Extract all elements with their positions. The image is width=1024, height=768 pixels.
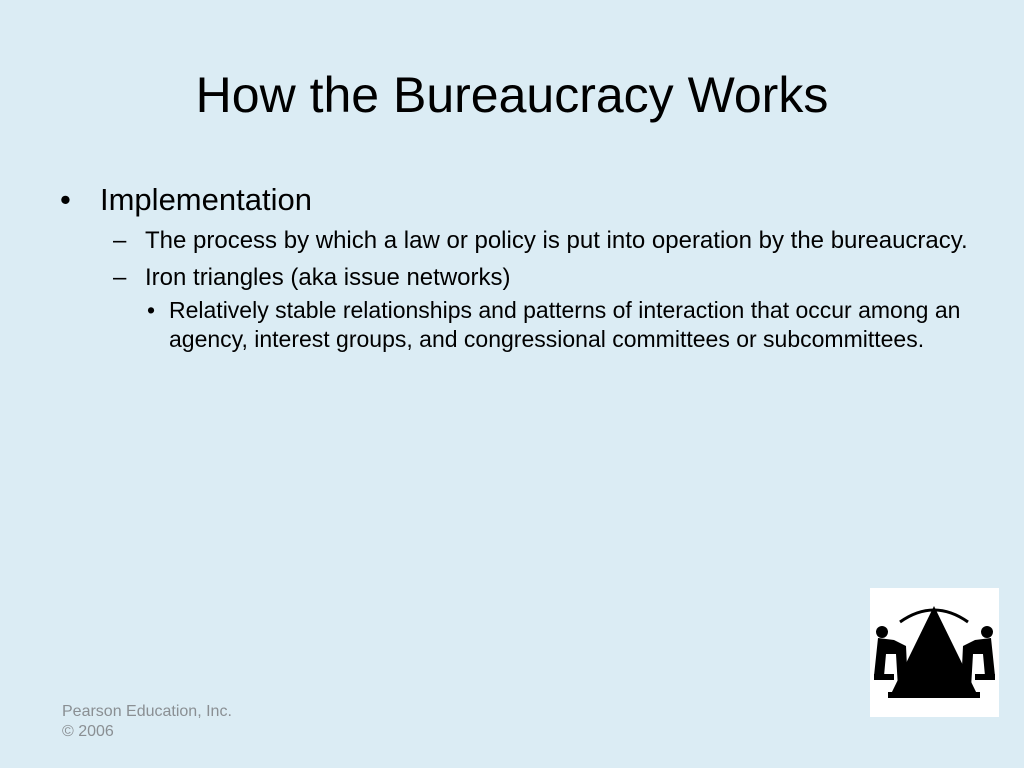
iron-triangle-logo [870, 588, 999, 717]
footer-publisher: Pearson Education, Inc. [62, 703, 232, 720]
sub-bullet-iron-triangles [100, 263, 968, 354]
iron-triangle-icon [870, 588, 999, 717]
bullet-text: Implementation [100, 182, 312, 217]
bullet-implementation [58, 180, 968, 220]
slide-footer [62, 702, 232, 742]
sub-sub-bullet-text: Relatively stable relationships and patterns of interaction that occur among an agency, interest groups, and congressional committees or subcommittees. [169, 297, 961, 352]
bullet-marker: • [60, 182, 71, 217]
footer-copyright: © 2006 [62, 723, 114, 740]
sub-sub-bullet-relationships [145, 296, 968, 354]
sub-bullet-definition [100, 226, 968, 255]
slide-title: How the Bureaucracy Works [195, 67, 829, 123]
dash-marker: – [113, 227, 127, 254]
sub-bullet-text: The process by which a law or policy is put into operation by the bureaucracy. [145, 227, 968, 254]
bullet-marker: • [147, 297, 156, 323]
slide-content [58, 180, 968, 362]
sub-bullet-text: Iron triangles (aka issue networks) [145, 264, 511, 291]
dash-marker: – [113, 264, 127, 291]
